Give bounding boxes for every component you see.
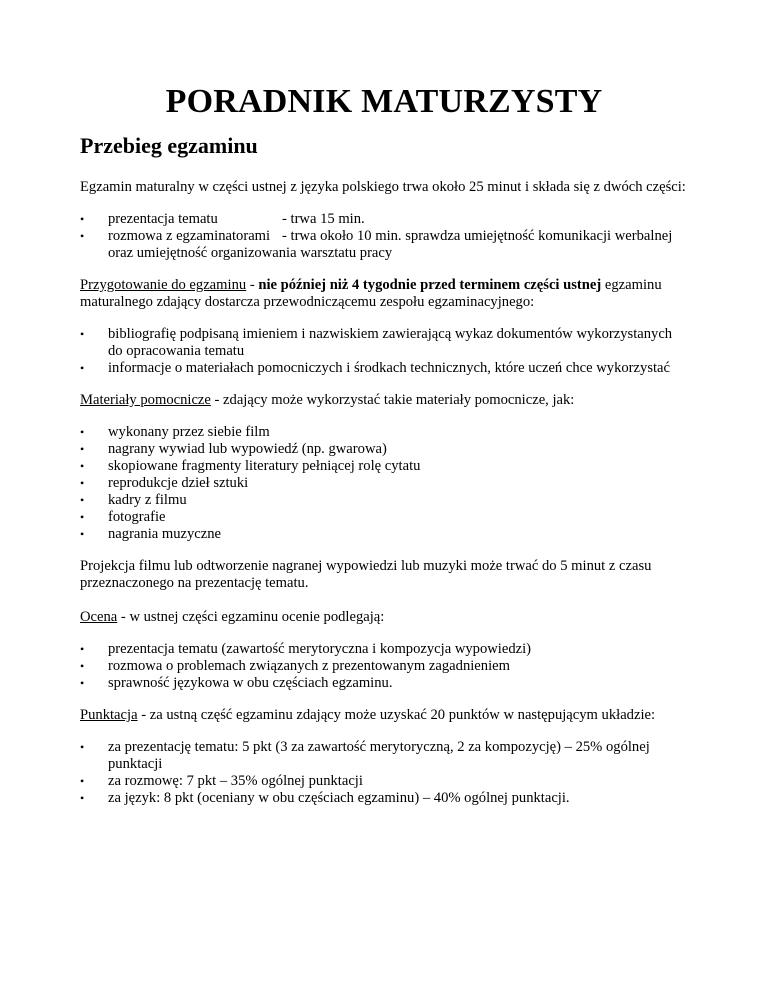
list-item: • sprawność językowa w obu częściach egzaminu. [80, 675, 688, 692]
materials-heading: Materiały pomocnicze [80, 392, 211, 408]
list-item: • informacje o materiałach pomocniczych i środkach technicznych, które uczeń chce wykorzystać [80, 360, 688, 377]
list-item [80, 211, 688, 228]
materials-rest: - zdający może wykorzystać takie materiały pomocnicze, jak: [210, 392, 575, 408]
evaluation-heading: Ocena [80, 609, 118, 625]
list-item [80, 228, 688, 262]
list-item: • prezentacja tematu (zawartość merytoryczna i kompozycja wypowiedzi) [80, 641, 688, 658]
list-item: • za prezentację tematu: 5 pkt (3 za zawartość merytoryczną, 2 za kompozycję) – 25% ogólnej punktacji [80, 739, 688, 773]
materials-note: Projekcja filmu lub odtworzenie nagranej wypowiedzi lub muzyki może trwać do 5 minut z czasu przeznaczonego na prezentację tematu. [80, 558, 652, 591]
list-item: • kadry z filmu [80, 492, 688, 509]
document-page [80, 82, 688, 807]
preparation-deadline: nie później niż 4 tygodnie przed terminem części ustnej [258, 277, 602, 293]
section-heading: Przebieg egzaminu [80, 133, 258, 158]
scoring-heading: Punktacja [80, 707, 138, 723]
exam-parts-list [80, 211, 688, 262]
evaluation-paragraph [80, 609, 688, 626]
preparation-list [80, 326, 688, 377]
part-detail: - trwa około 10 min. sprawdza umiejętność komunikacji werbalnej oraz umiejętność organizowania warsztatu pracy [108, 228, 673, 261]
list-item: • fotografie [80, 509, 688, 526]
list-item: • za język: 8 pkt (oceniany w obu częściach egzaminu) – 40% ogólnej punktacji. [80, 790, 688, 807]
evaluation-rest: - w ustnej części egzaminu ocenie podlegają: [117, 609, 385, 625]
list-item: • za rozmowę: 7 pkt – 35% ogólnej punktacji [80, 773, 688, 790]
intro-paragraph: Egzamin maturalny w części ustnej z języka polskiego trwa około 25 minut i składa się z dwóch części: [80, 179, 686, 195]
document-title: PORADNIK MATURZYSTY [165, 83, 603, 120]
list-item: • wykonany przez siebie film [80, 424, 688, 441]
preparation-paragraph [80, 277, 688, 311]
materials-paragraph [80, 392, 688, 409]
scoring-list [80, 739, 688, 807]
scoring-paragraph [80, 707, 688, 724]
list-item: • nagrania muzyczne [80, 526, 688, 543]
list-item: • skopiowane fragmenty literatury pełniącej rolę cytatu [80, 458, 688, 475]
part-detail: - trwa 15 min. [282, 211, 365, 227]
preparation-heading: Przygotowanie do egzaminu [80, 277, 247, 293]
materials-list [80, 424, 688, 543]
scoring-rest: - za ustną część egzaminu zdający może uzyskać 20 punktów w następującym układzie: [137, 707, 656, 723]
part-label: rozmowa z egzaminatorami [108, 228, 271, 244]
list-item: • reprodukcje dzieł sztuki [80, 475, 688, 492]
preparation-rest: egzaminu maturalnego zdający dostarcza przewodniczącemu zespołu egzaminacyjnego: [80, 277, 662, 310]
list-item: • bibliografię podpisaną imieniem i nazwiskiem zawierającą wykaz dokumentów wykorzystanych do opracowania tematu [80, 326, 688, 360]
part-label: prezentacja tematu [108, 211, 218, 227]
list-item: • nagrany wywiad lub wypowiedź (np. gwarowa) [80, 441, 688, 458]
list-item: • rozmowa o problemach związanych z prezentowanym zagadnieniem [80, 658, 688, 675]
evaluation-list [80, 641, 688, 692]
preparation-sep: - [246, 277, 259, 293]
